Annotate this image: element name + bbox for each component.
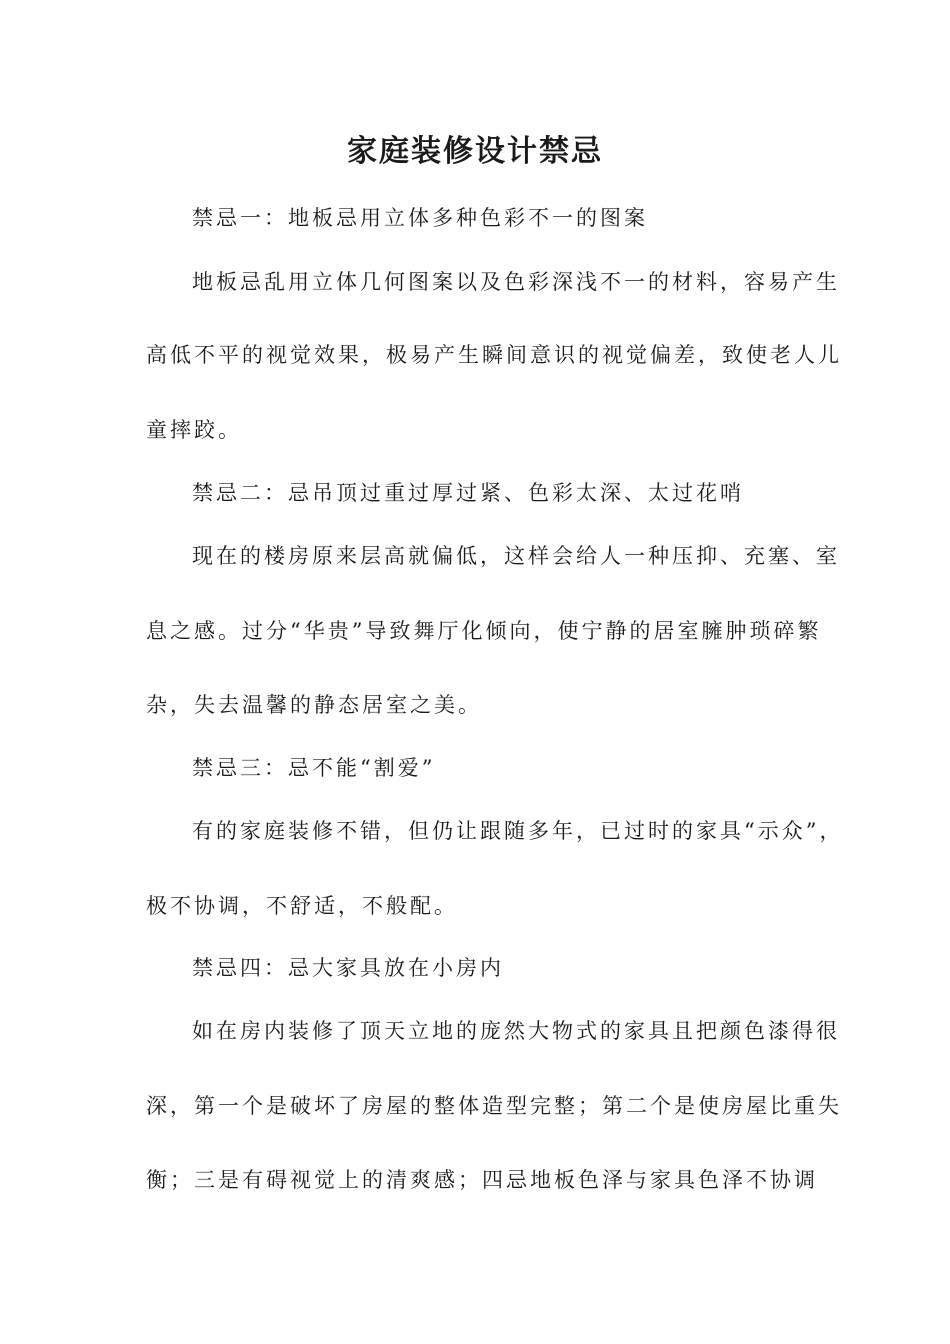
paragraph-2-line-2: 息之感。过分“华贵”导致舞厅化倾向，使宁静的居室臃肿琐碎繁 <box>146 619 822 643</box>
paragraph-3-line-2: 极不协调，不舒适，不般配。 <box>146 894 458 918</box>
paragraph-1-line-2: 高低不平的视觉效果，极易产生瞬间意识的视觉偏差，致使老人儿 <box>146 343 842 367</box>
paragraph-4-line-3: 衡；三是有碍视觉上的清爽感；四忌地板色泽与家具色泽不协调 <box>146 1168 818 1192</box>
section-heading-4: 禁忌四：忌大家具放在小房内 <box>192 956 504 980</box>
paragraph-2-line-3: 杂，失去温馨的静态居室之美。 <box>146 693 482 717</box>
paragraph-2-line-1: 现在的楼房原来层高就偏低，这样会给人一种压抑、充塞、室 <box>192 544 840 568</box>
paragraph-3-line-1: 有的家庭装修不错，但仍让跟随多年，已过时的家具“示众”， <box>192 819 844 843</box>
paragraph-1-line-1: 地板忌乱用立体几何图案以及色彩深浅不一的材料，容易产生 <box>192 270 840 294</box>
document-title: 家庭装修设计禁忌 <box>347 134 603 169</box>
paragraph-4-line-2: 深，第一个是破坏了房屋的整体造型完整；第二个是使房屋比重失 <box>146 1094 842 1118</box>
section-heading-3: 禁忌三：忌不能“割爱” <box>192 756 436 780</box>
paragraph-1-line-3: 童摔跤。 <box>146 418 242 442</box>
section-heading-1: 禁忌一：地板忌用立体多种色彩不一的图案 <box>192 206 648 230</box>
section-heading-2: 禁忌二：忌吊顶过重过厚过紧、色彩太深、太过花哨 <box>192 481 744 505</box>
paragraph-4-line-1: 如在房内装修了顶天立地的庞然大物式的家具且把颜色漆得很 <box>192 1019 840 1043</box>
